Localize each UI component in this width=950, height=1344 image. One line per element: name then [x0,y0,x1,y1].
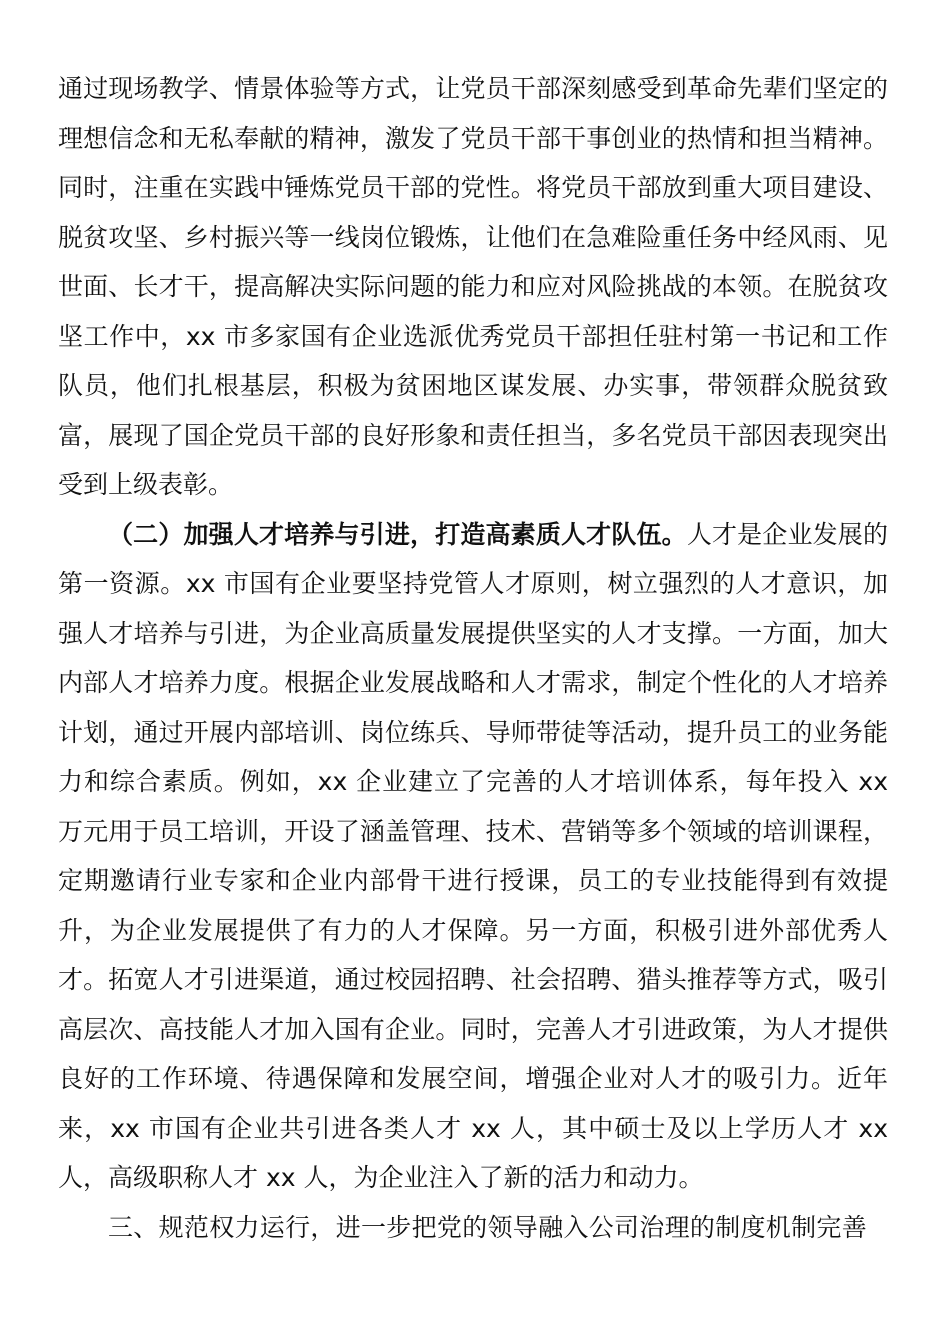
paragraph-talent-body: 人才是企业发展的第一资源。xx 市国有企业要坚持党管人才原则，树立强烈的人才意识，加强人才培养与引进，为企业高质量发展提供坚实的人才支撑。一方面，加大内部人才培养力度。根据企业发展战略和人才需求，制定个性化的人才培养计划，通过开展内部培训、岗位练兵、导师带徒等活动，提升员工的业务能力和综合素质。例如，xx 企业建立了完善的人才培训体系，每年投入 xx 万元用于员工培训，开设了涵盖管理、技术、营销等多个领域的培训课程，定期邀请行业专家和企业内部骨干进行授课，员工的专业技能得到有效提升，为企业发展提供了有力的人才保障。另一方面，积极引进外部优秀人才。拓宽人才引进渠道，通过校园招聘、社会招聘、猎头推荐等方式，吸引高层次、高技能人才加入国有企业。同时，完善人才引进政策，为人才提供良好的工作环境、待遇保障和发展空间，增强企业对人才的吸引力。近年来，xx 市国有企业共引进各类人才 xx 人，其中硕士及以上学历人才 xx 人，高级职称人才 xx 人，为企业注入了新的活力和动力。 [58,519,888,1192]
document-page [58,64,888,1252]
paragraph-talent-cultivation [58,510,888,1203]
subsection-heading-talent: （二）加强人才培养与引进，打造高素质人才队伍。 [108,519,687,549]
paragraph-practice-training: 通过现场教学、情景体验等方式，让党员干部深刻感受到革命先辈们坚定的理想信念和无私奉献的精神，激发了党员干部干事创业的热情和担当精神。同时，注重在实践中锤炼党员干部的党性。将党员干部放到重大项目建设、脱贫攻坚、乡村振兴等一线岗位锻炼，让他们在急难险重任务中经风雨、见世面、长才干，提高解决实际问题的能力和应对风险挑战的本领。在脱贫攻坚工作中，xx 市多家国有企业选派优秀党员干部担任驻村第一书记和工作队员，他们扎根基层，积极为贫困地区谋发展、办实事，带领群众脱贫致富，展现了国企党员干部的良好形象和责任担当，多名党员干部因表现突出受到上级表彰。 [58,74,888,499]
section-heading-power-regulation: 三、规范权力运行，进一步把党的领导融入公司治理的制度机制完善 [108,1212,868,1242]
